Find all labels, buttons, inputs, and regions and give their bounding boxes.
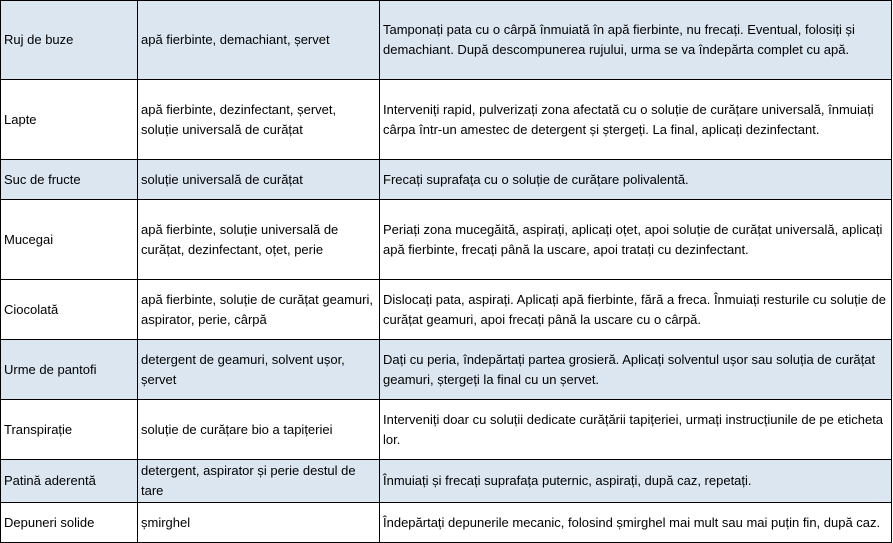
instructions-cell: Tamponați pata cu o cârpă înmuiată în apă fierbinte, nu frecați. Eventual, folosiți și demachiant. După descompunerea rujului, urma se va îndepărta complet cu apă. bbox=[380, 1, 892, 80]
materials-cell: detergent, aspirator și perie destul de tare bbox=[138, 460, 380, 503]
table-row bbox=[1, 1, 892, 80]
instructions-cell: Înmuiați și frecați suprafața puternic, aspirați, după caz, repetați. bbox=[380, 460, 892, 503]
stain-name-cell: Suc de fructe bbox=[1, 160, 138, 200]
instructions-cell: Dați cu peria, îndepărtați partea grosieră. Aplicați solventul ușor sau soluția de curățat geamuri, ștergeți la final cu un șervet. bbox=[380, 340, 892, 400]
stain-name-cell: Transpirație bbox=[1, 400, 138, 460]
materials-cell: apă fierbinte, dezinfectant, șervet, soluție universală de curățat bbox=[138, 80, 380, 160]
instructions-cell: Periați zona mucegăită, aspirați, aplicați oțet, apoi soluție de curățat universală, aplicați apă fierbinte, frecați până la uscare, apoi tratați cu dezinfectant. bbox=[380, 200, 892, 280]
table-row bbox=[1, 503, 892, 543]
materials-cell: detergent de geamuri, solvent ușor, șervet bbox=[138, 340, 380, 400]
stain-name-cell: Ciocolată bbox=[1, 280, 138, 340]
table-row bbox=[1, 160, 892, 200]
table-row bbox=[1, 400, 892, 460]
instructions-cell: Îndepărtați depunerile mecanic, folosind șmirghel mai mult sau mai puțin fin, după caz. bbox=[380, 503, 892, 543]
stain-name-cell: Urme de pantofi bbox=[1, 340, 138, 400]
instructions-cell: Interveniți rapid, pulverizați zona afectată cu o soluție de curățare universală, înmuiați cârpa într-un amestec de detergent și ștergeți. La final, aplicați dezinfectant. bbox=[380, 80, 892, 160]
materials-cell: șmirghel bbox=[138, 503, 380, 543]
stain-name-cell: Lapte bbox=[1, 80, 138, 160]
stain-name-cell: Depuneri solide bbox=[1, 503, 138, 543]
instructions-cell: Frecați suprafața cu o soluție de curățare polivalentă. bbox=[380, 160, 892, 200]
table-row bbox=[1, 80, 892, 160]
materials-cell: soluție de curățare bio a tapițeriei bbox=[138, 400, 380, 460]
table-row bbox=[1, 460, 892, 503]
instructions-cell: Dislocați pata, aspirați. Aplicați apă fierbinte, fără a freca. Înmuiați resturile cu soluție de curățat geamuri, apoi frecați până la uscare cu o cârpă. bbox=[380, 280, 892, 340]
table-row bbox=[1, 200, 892, 280]
instructions-cell: Interveniți doar cu soluții dedicate curățării tapițeriei, urmați instrucțiunile de pe eticheta lor. bbox=[380, 400, 892, 460]
table-row bbox=[1, 280, 892, 340]
materials-cell: apă fierbinte, soluție universală de curățat, dezinfectant, oțet, perie bbox=[138, 200, 380, 280]
materials-cell: soluție universală de curățat bbox=[138, 160, 380, 200]
table-row bbox=[1, 340, 892, 400]
stain-name-cell: Ruj de buze bbox=[1, 1, 138, 80]
materials-cell: apă fierbinte, soluție de curățat geamuri, aspirator, perie, cârpă bbox=[138, 280, 380, 340]
stain-name-cell: Mucegai bbox=[1, 200, 138, 280]
stain-name-cell: Patină aderentă bbox=[1, 460, 138, 503]
materials-cell: apă fierbinte, demachiant, șervet bbox=[138, 1, 380, 80]
